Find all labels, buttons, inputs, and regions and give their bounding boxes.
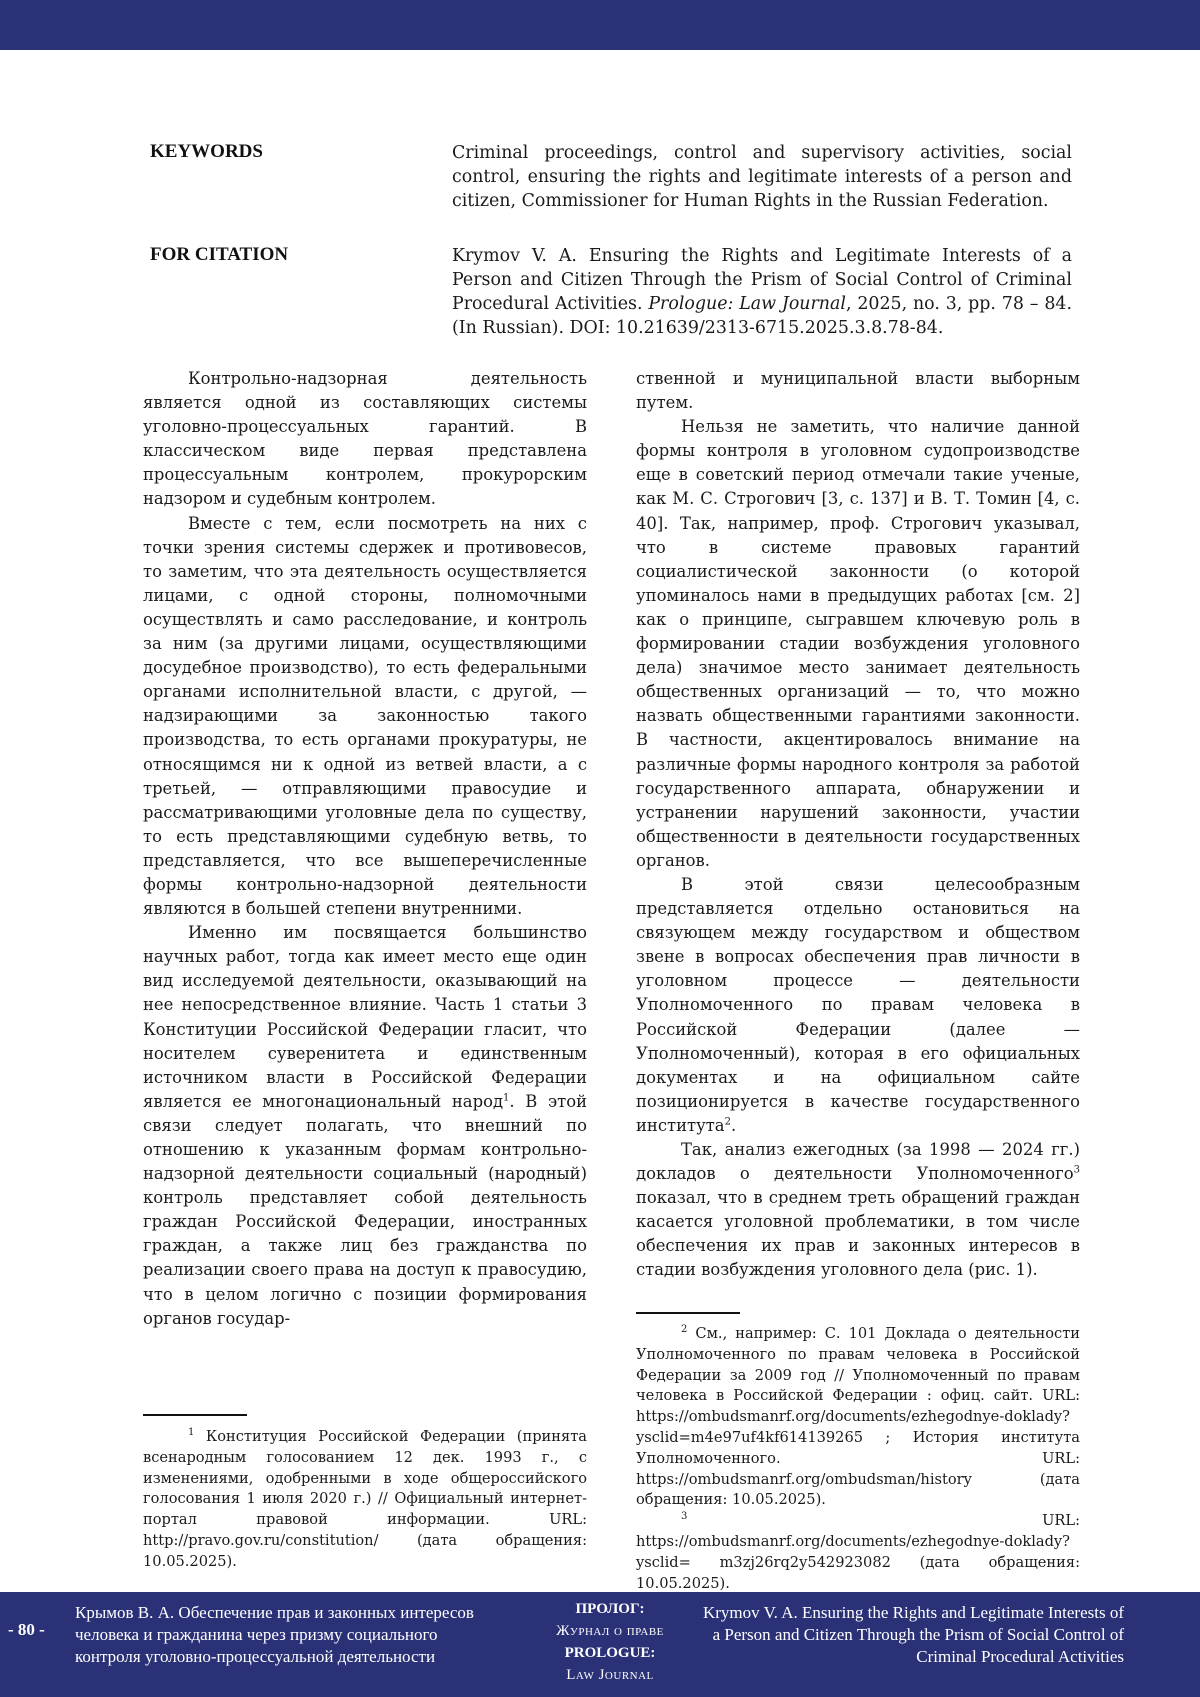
- right-paragraph-4-b: показал, что в среднем треть обращений граждан касается уголовной проблематики, в том числе обеспечения их прав и законных интересов в стадии возбуждения уголовного дела (рис. 1).: [636, 1188, 1080, 1280]
- footnote-2-number: 2: [681, 1324, 688, 1336]
- keywords-text: Criminal proceedings, control and supervisory activities, social control, ensuring the rights and legitimate interests of a person and citizen, Commissioner for Human Rights in the Russian Federation.: [452, 143, 1072, 211]
- footnote-1-number: 1: [188, 1427, 195, 1439]
- footnote-2-text: См., например: С. 101 Доклада о деятельности Уполномоченного по правам человека в Российской Федерации за 2009 год // Уполномоченный по правам человека в Российской Федерации : офиц. сайт. URL: https://ombudsmanrf.org/documents/ezhegodnye-doklady?ysclid=m4e97uf4kf614139265 ; История института Уполномоченного. URL: https://ombudsmanrf.org/ombudsman/history (дата обращения: 10.05.2025).: [636, 1325, 1080, 1509]
- right-paragraph-4-a: Так, анализ ежегодных (за 1998 — 2024 гг.) докладов о деятельности Уполномоченного: [636, 1140, 1080, 1184]
- right-column: [636, 367, 1080, 1283]
- right-paragraph-2: Нельзя не заметить, что наличие данной формы контроля в уголовном судопроизводстве еще в советский период отмечали такие ученые, как М. С. Строгович [3, с. 137] и В. Т. Томин [4, с. 40]. Так, например, проф. Строгович указывал, что в системе правовых гарантий социалистической законности (о которой упоминалось нами в предыдущих работах [см. 2] как о принципе, сыгравшем ключевую роль в формировании стадии возбуждения уголовного дела) значимое место занимает деятельность общественных организаций — то, что можно назвать общественными гарантиями законности. В частности, акцентировалось внимание на различные формы народного контроля за работой государственного аппарата, обнаружении и устранении нарушений законности, участии общественности в деятельности государственных органов.: [636, 417, 1080, 870]
- footnote-3: [636, 1511, 1080, 1594]
- left-paragraph-3-a: Именно им посвящается большинство научных работ, тогда как имеет место еще один вид исследуемой деятельности, оказывающий на нее непосредственное влияние. Часть 1 статьи 3 Конституции Российской Федерации гласит, что носителем суверенитета и единственным источником власти в Российской Федерации является ее многонациональный народ: [143, 923, 587, 1111]
- journal-logo: [520, 1598, 700, 1686]
- footnote-ref-3[interactable]: 3: [1073, 1164, 1080, 1176]
- footnote-1-text: Конституция Российской Федерации (принята всенародным голосованием 12 дек. 1993 г., с изменениями, одобренными в ходе общероссийского голосования 1 июля 2020 г.) // Официальный интернет-портал правовой информации. URL: http://pravo.gov.ru/constitution/ (дата обращения: 10.05.2025).: [143, 1428, 587, 1570]
- left-paragraph-3: [143, 921, 587, 1331]
- footnote-ref-1[interactable]: 1: [503, 1092, 510, 1104]
- footnote-1: [143, 1427, 587, 1573]
- left-paragraph-1: Контрольно-надзорная деятельность является одной из составляющих системы уголовно-процессуальных гарантий. В классическом виде первая представлена процессуальным контролем, прокурорским надзором и судебным контролем.: [143, 369, 587, 509]
- right-paragraph-1: ственной и муниципальной власти выборным путем.: [636, 369, 1080, 413]
- left-paragraph-2: Вместе с тем, если посмотреть на них с точки зрения системы сдержек и противовесов, то заметим, что эта деятельность осуществляется лицами, с одной стороны, полномочными осуществлять и само расследование, и контроль за ним (за другими лицами, осуществляющими досудебное производство), то есть федеральными органами исполнительной власти, с другой, — надзирающими за законностью такого производства, то есть органами прокуратуры, не относящимся ни к одной из ветвей власти, а с третьей, — отправляющими правосудие и рассматривающими уголовные дела по существу, то есть представляющими судебную ветвь, то представляется, что все вышеперечисленные формы контрольно-надзорной деятельности являются в большей степени внутренними.: [143, 513, 587, 919]
- citation-journal: Prologue: Law Journal: [648, 294, 846, 314]
- footer-running-title-ru: Крымов В. А. Обеспечение прав и законных интересов человека и гражданина через призму социального контроля уголовно-процессуальной деятельности: [75, 1603, 474, 1666]
- left-column: [143, 367, 587, 1331]
- right-paragraph-3-a: В этой связи целесообразным представляется отдельно остановиться на связующем между государством и обществом звене в вопросах обеспечения прав личности в уголовном процессе — деятельности Уполномоченного по правам человека в Российской Федерации (далее — Уполномоченный), которая в его официальных документах и на официальном сайте позиционируется в качестве государственного института: [636, 874, 1080, 1135]
- footnote-divider-right: [636, 1312, 740, 1314]
- footnote-3-number: 3: [681, 1511, 688, 1523]
- page-number: - 80 -: [8, 1620, 45, 1639]
- footer-bar: [0, 1592, 1200, 1697]
- journal-title-en: PROLOGUE:: [564, 1645, 656, 1661]
- top-banner: [0, 0, 1200, 50]
- left-paragraph-3-b: . В этой связи следует полагать, что внешний по отношению к указанным формам контрольно-надзорной деятельности социальный (народный) контроль представляет собой деятельность граждан Российской Федерации, иностранных граждан, а также лиц без гражданства по реализации своего права на доступ к правосудию, что в целом логично с позиции формирования органов государ-: [143, 1091, 587, 1328]
- journal-title-ru: ПРОЛОГ:: [575, 1601, 645, 1617]
- citation-text: [452, 244, 1072, 340]
- right-paragraph-4: [636, 1138, 1080, 1283]
- citation-label: FOR CITATION: [150, 244, 289, 265]
- footnotes-right: [636, 1324, 1080, 1594]
- citation-text-after: , 2025, no. 3, pp. 78 – 84. (In Russian). DOI: 10.21639/2313-6715.2025.3.8.78-84.: [452, 294, 1072, 338]
- right-paragraph-3: [636, 873, 1080, 1138]
- footnote-2: [636, 1324, 1080, 1511]
- footnote-divider-left: [143, 1414, 247, 1416]
- footnote-3-text: URL: https://ombudsmanrf.org/documents/ezhegodnye-doklady?ysclid= m3zj26rq2y542923082 (дата обращения: 10.05.2025).: [636, 1512, 1080, 1592]
- footer-running-title-en: Krymov V. A. Ensuring the Rights and Legitimate Interests of a Person and Citizen Through the Prism of Social Control of Criminal Procedural Activities: [702, 1603, 1124, 1666]
- keywords-label: KEYWORDS: [150, 141, 263, 162]
- journal-subtitle-ru: Журнал о праве: [556, 1623, 664, 1639]
- right-paragraph-3-b: .: [730, 1115, 737, 1135]
- journal-subtitle-en: Law Journal: [566, 1667, 654, 1683]
- footnote-ref-2[interactable]: 2: [724, 1116, 731, 1128]
- citation-text-before: Krymov V. A. Ensuring the Rights and Legitimate Interests of a Person and Citizen Through the Prism of Social Control of Criminal Procedural Activities.: [452, 246, 1072, 314]
